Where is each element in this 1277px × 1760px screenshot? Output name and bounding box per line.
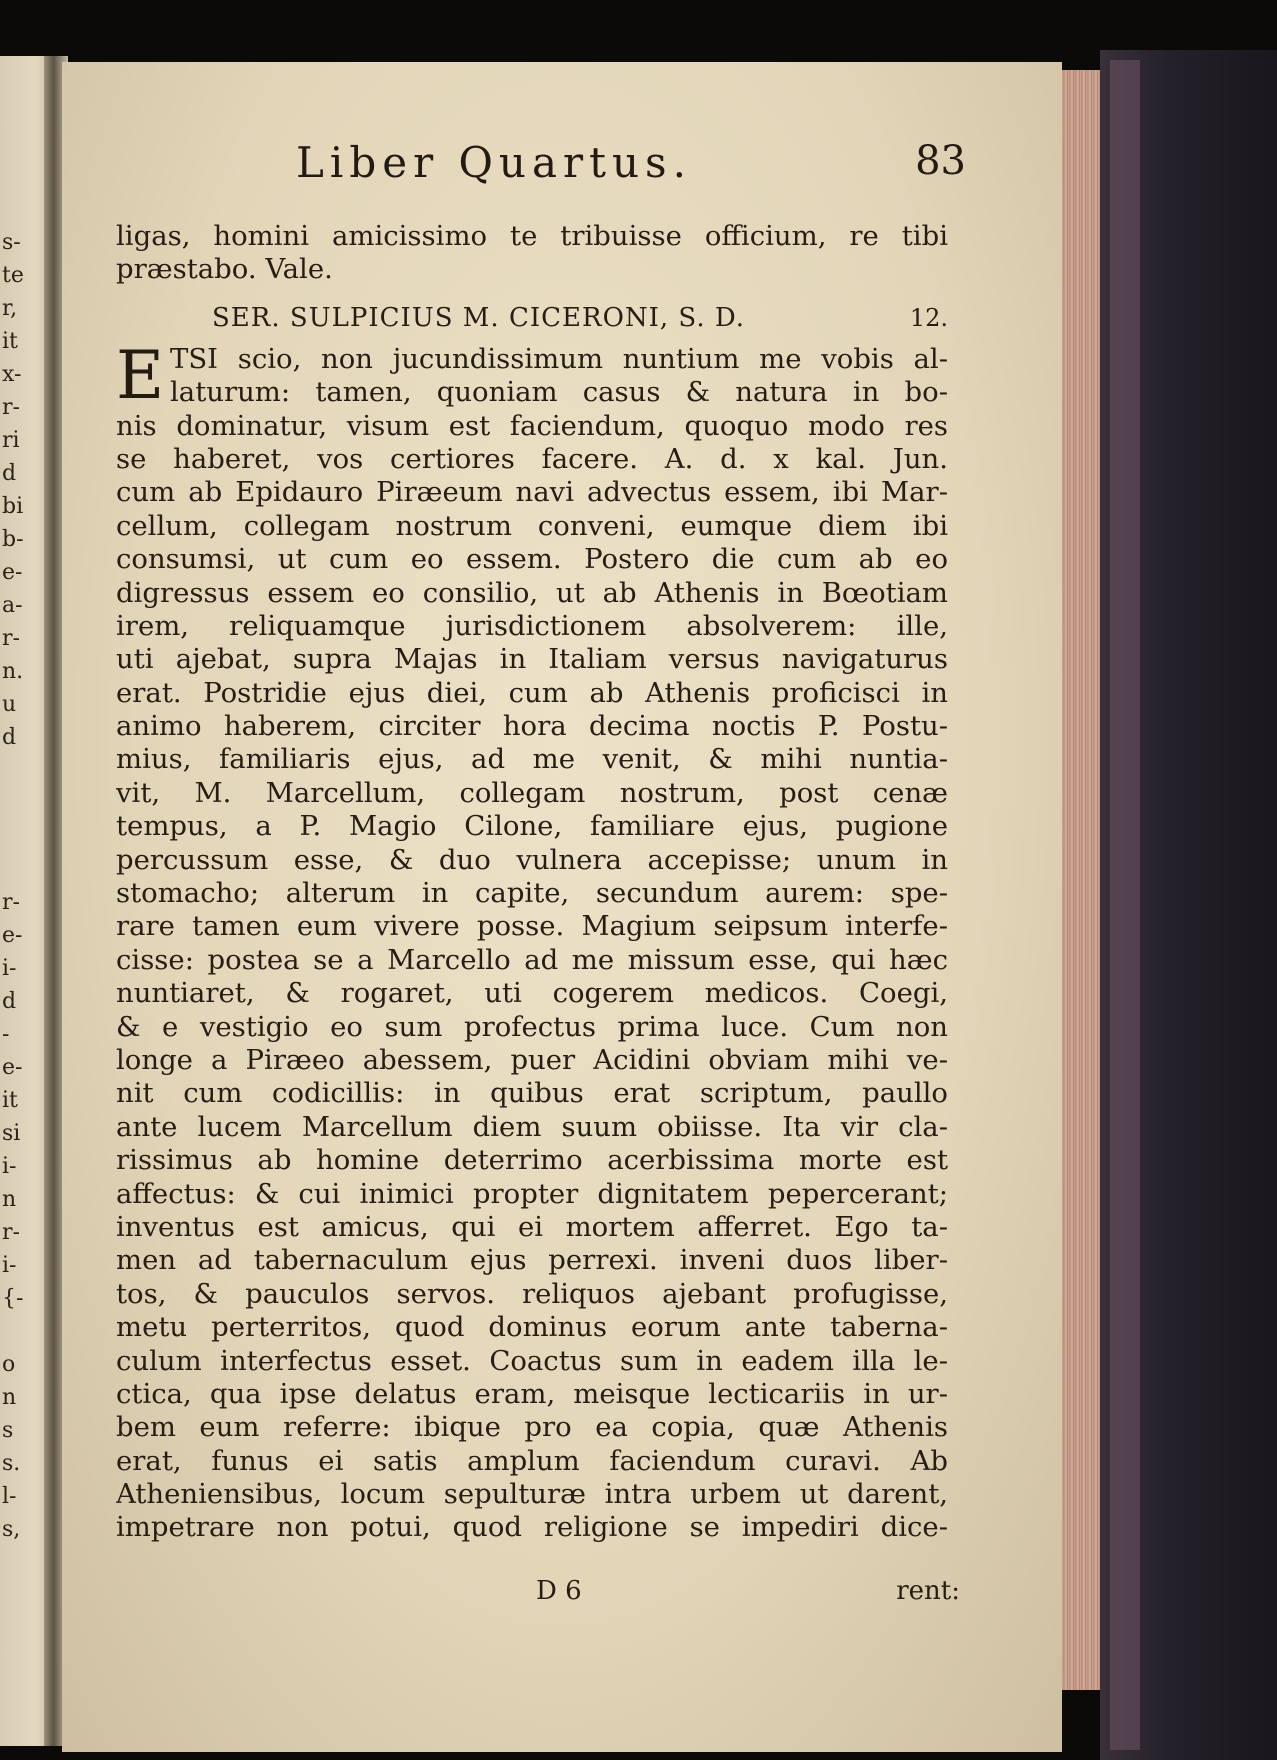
left-fragment	[2, 853, 42, 886]
left-fragment: i-	[2, 956, 17, 981]
text-line: animo haberem, circiter hora decima noctis P. Postu-	[116, 710, 948, 743]
left-fragment: r,	[2, 296, 18, 321]
text-line: men ad tabernaculum ejus perrexi. inveni duos liber-	[116, 1244, 948, 1277]
left-page-fragments	[2, 226, 42, 1546]
left-fragment: te	[2, 263, 24, 288]
left-fragment: d	[2, 461, 17, 486]
left-fragment: si	[2, 1121, 21, 1146]
left-fragment: o	[2, 1352, 16, 1377]
text-line: digressus essem eo consilio, ut ab Athenis in Bœotiam	[116, 576, 948, 609]
text-line: culum interfectus esset. Coactus sum in eadem illa le-	[116, 1344, 948, 1377]
text-line: Atheniensibus, locum sepulturæ intra urbem ut darent,	[116, 1478, 948, 1511]
text-line: bem eum referre: ibique pro ea copia, quæ Athenis	[116, 1411, 948, 1444]
text-line: tos, & pauculos servos. reliquos ajebant profugisse,	[116, 1277, 948, 1310]
page-text	[116, 220, 948, 1545]
letter-number: 12.	[909, 303, 948, 332]
text-line: mius, familiaris ejus, ad me venit, & mihi nuntia-	[116, 743, 948, 776]
left-fragment: s,	[2, 1517, 21, 1542]
text-line: uti ajebat, supra Majas in Italiam versus navigaturus	[116, 643, 948, 676]
left-fragment: r-	[2, 1220, 20, 1245]
text-line: TSI scio, non jucundissimum nuntium me vobis al-	[170, 342, 948, 375]
page-footer	[116, 1576, 960, 1616]
left-fragment: r-	[2, 395, 20, 420]
left-fragment: e-	[2, 923, 23, 948]
text-line: stomacho; alterum in capite, secundum aurem: spe-	[116, 877, 948, 910]
letter-body	[116, 336, 948, 1545]
left-fragment: s-	[2, 230, 21, 255]
left-fragment: s.	[2, 1451, 21, 1476]
left-fragment: x-	[2, 362, 22, 387]
text-line: præstabo. Vale.	[116, 253, 333, 286]
left-fragment: n	[2, 1187, 17, 1212]
left-fragment	[2, 1315, 42, 1348]
left-fragment: d	[2, 725, 17, 750]
text-line: erat, funus ei satis amplum faciendum curavi. Ab	[116, 1444, 948, 1477]
left-fragment: bi	[2, 494, 24, 519]
left-fragment: it	[2, 329, 18, 354]
text-line: nis dominatur, visum est faciendum, quoquo modo res	[116, 409, 948, 442]
page-number: 83	[915, 138, 966, 184]
letter-heading	[116, 293, 948, 343]
text-line: vit, M. Marcellum, collegam nostrum, post cenæ	[116, 776, 948, 809]
text-line: impetrare non potui, quod religione se impediri dice-	[116, 1511, 948, 1544]
left-fragment: it	[2, 1088, 18, 1113]
text-line: nit cum codicillis: in quibus erat scriptum, paullo	[116, 1077, 948, 1110]
left-fragment: e-	[2, 560, 23, 585]
left-fragment: a-	[2, 593, 23, 618]
text-line: irem, reliquamque jurisdictionem absolverem: ille,	[116, 609, 948, 642]
text-line: longe a Piræeo abessem, puer Acidini obviam mihi ve-	[116, 1043, 948, 1076]
cover-binding	[1110, 60, 1140, 1750]
text-line: laturum: tamen, quoniam casus & natura in bo-	[170, 376, 948, 409]
running-title: Liber Quartus.	[296, 138, 692, 187]
text-line: percussum esse, & duo vulnera accepisse; unum in	[116, 843, 948, 876]
letter-heading-text: SER. SULPICIUS M. CICERONI, S. D.	[212, 302, 746, 333]
left-fragment: ri	[2, 428, 20, 453]
left-fragment: i-	[2, 1154, 17, 1179]
left-fragment: r-	[2, 890, 20, 915]
left-fragment	[2, 820, 42, 853]
left-fragment: n	[2, 1385, 17, 1410]
text-line: nuntiaret, & rogaret, uti cogerem medicos. Coegi,	[116, 977, 948, 1010]
left-fragment: s	[2, 1418, 14, 1443]
text-line: & e vestigio eo sum profectus prima luce. Cum non	[116, 1010, 948, 1043]
text-line: inventus est amicus, qui ei mortem afferret. Ego ta-	[116, 1210, 948, 1243]
text-line: affectus: & cui inimici propter dignitatem pepercerant;	[116, 1177, 948, 1210]
text-line: rissimus ab homine deterrimo acerbissima morte est	[116, 1144, 948, 1177]
left-fragment: u	[2, 692, 17, 717]
text-line: se haberet, vos certiores facere. A. d. x kal. Jun.	[116, 442, 948, 475]
text-line: ctica, qua ipse delatus eram, meisque lecticariis in ur-	[116, 1377, 948, 1410]
left-fragment: e-	[2, 1055, 23, 1080]
left-fragment: i-	[2, 1253, 17, 1278]
left-fragment: n.	[2, 659, 24, 684]
left-fragment: {-	[2, 1286, 24, 1311]
text-line: cum ab Epidauro Piræeum navi advectus essem, ibi Mar-	[116, 476, 948, 509]
text-line: cellum, collegam nostrum conveni, eumque diem ibi	[116, 509, 948, 542]
text-line: consumsi, ut cum eo essem. Postero die cum ab eo	[116, 543, 948, 576]
text-line: metu perterritos, quod dominus eorum ante taberna-	[116, 1311, 948, 1344]
drop-capital: E	[116, 336, 165, 414]
text-line: tempus, a P. Magio Cilone, familiare ejus, pugione	[116, 810, 948, 843]
opening-lines	[116, 220, 948, 287]
left-fragment: -	[2, 1022, 10, 1047]
signature-mark: D 6	[536, 1576, 582, 1606]
text-line: ante lucem Marcellum diem suum obiisse. Ita vir cla-	[116, 1110, 948, 1143]
left-fragment	[2, 787, 42, 820]
left-fragment: b-	[2, 527, 24, 552]
running-head	[296, 138, 966, 198]
text-line: rare tamen eum vivere posse. Magium seipsum interfe-	[116, 910, 948, 943]
text-line: ligas, homini amicissimo te tribuisse officium, re tibi	[116, 220, 948, 252]
left-fragment: d	[2, 989, 17, 1014]
left-fragment: r-	[2, 626, 20, 651]
catchword: rent:	[896, 1576, 960, 1606]
text-line: erat. Postridie ejus diei, cum ab Athenis proficisci in	[116, 676, 948, 709]
left-fragment: l-	[2, 1484, 17, 1509]
left-fragment	[2, 754, 42, 787]
text-line: cisse: postea se a Marcello ad me missum esse, qui hæc	[116, 943, 948, 976]
